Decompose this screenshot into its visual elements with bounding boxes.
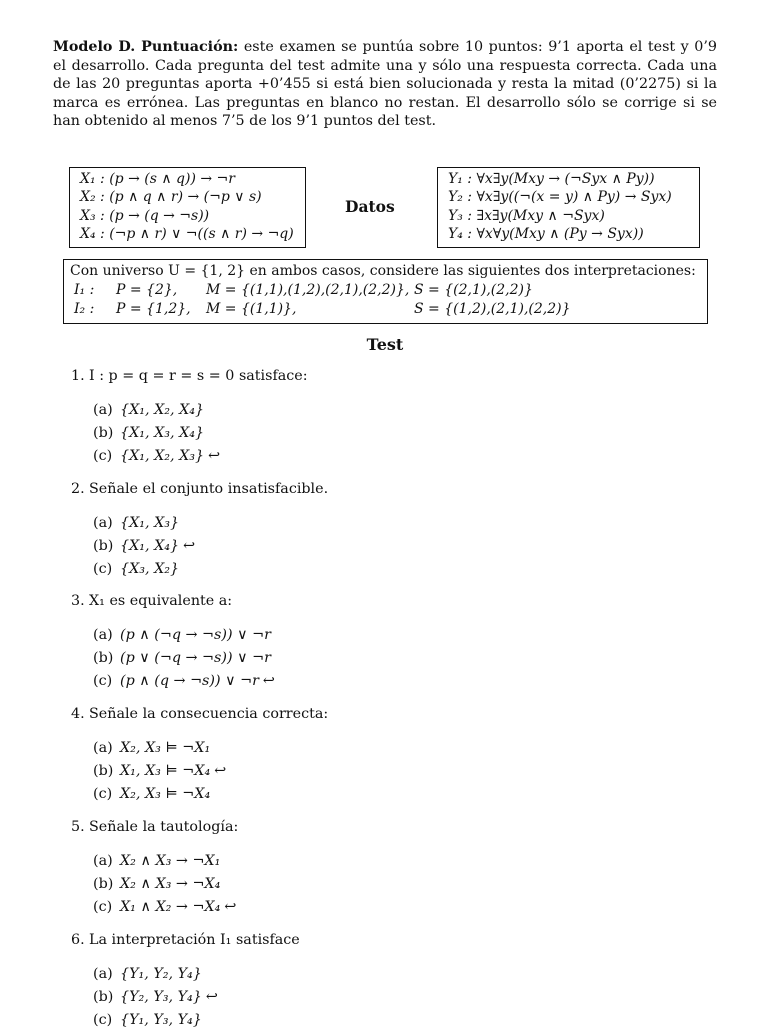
question-stem [71,931,300,949]
question-number: 1. [71,368,85,384]
option-letter: (a) [93,966,113,982]
question-3 [71,592,275,692]
formula-y1: Y₁ : ∀x∃y(Mxy → (¬Syx ∧ Py)) [448,171,655,187]
answer-options [93,737,328,805]
i1-p: P = {2}, [116,282,178,298]
question-stem [71,818,238,836]
answer-option[interactable] [93,445,308,468]
formula-y2: Y₂ : ∀x∃y((¬(x = y) ∧ Py) → Syx) [448,189,672,206]
question-number: 3. [71,593,85,609]
i1-name: I₁ : [74,282,95,298]
formula-y4: Y₄ : ∀x∀y(Mxy ∧ (Py → Syx)) [448,225,644,242]
option-letter: (c) [93,672,113,689]
option-text: {X₃, X₂} [120,560,180,577]
option-text: {X₁, X₃, X₄} [120,424,205,441]
formula-x4: X₄ : (¬p ∧ r) ∨ ¬((s ∧ r) → ¬q) [80,225,294,242]
answer-options [93,624,275,692]
question-1 [71,367,308,467]
answer-option[interactable] [93,535,328,558]
question-text: Señale el conjunto insatisfacible. [89,481,329,497]
question-2 [71,480,328,580]
option-letter: (b) [93,649,114,666]
option-letter: (a) [93,740,113,756]
option-letter: (b) [93,537,114,554]
i1-s: S = {(2,1),(2,2)} [414,282,533,298]
instructions-line-4: no restan. El desarrollo sólo se corrige si se han obtenido al menos 7’5 de los 9’1 puntos del test. [53,94,718,130]
option-letter: (b) [93,762,114,779]
question-stem [71,705,328,723]
datos-section [53,167,717,250]
question-number: 6. [71,932,85,948]
question-4 [71,705,328,805]
option-letter: (c) [93,785,113,802]
option-letter: (c) [93,447,113,464]
question-text: Señale la tautología: [89,819,239,835]
formula-x2: X₂ : (p ∧ q ∧ r) → (¬p ∨ s) [80,189,262,206]
question-text: I : p = q = r = s = 0 satisface: [89,368,308,384]
option-text: X₁ ∧ X₂ → ¬X₄ [120,898,221,915]
i2-p: P = {1,2}, [116,301,191,317]
interpretation-i1 [70,281,701,300]
propositional-formulas-box [69,167,306,248]
option-text: {X₁, X₃} [120,515,180,531]
answer-option[interactable] [93,760,328,783]
universe-header-text: Con universo U = {1, 2} en ambos casos, considere las siguientes dos interpretaciones: [70,263,696,279]
option-letter: (b) [93,988,114,1005]
answer-option[interactable] [93,1009,300,1031]
option-letter: (c) [93,560,113,577]
question-text: Señale la consecuencia correcta: [89,706,329,722]
correct-answer-mark-icon: ↩ [214,762,227,779]
option-text: {Y₁, Y₃, Y₄} [120,1011,202,1028]
option-text: X₂, X₃ ⊨ ¬X₁ [120,740,211,756]
correct-answer-mark-icon: ↩ [224,898,237,915]
i2-name: I₂ : [74,301,95,317]
option-letter: (c) [93,1011,113,1028]
question-text: La interpretación I₁ satisface [89,932,300,948]
answer-option[interactable] [93,783,328,806]
answer-option[interactable] [93,896,238,919]
option-letter: (b) [93,875,114,892]
option-text: X₂ ∧ X₃ → ¬X₄ [120,875,221,892]
option-text: {Y₂, Y₃, Y₄} [120,988,202,1005]
option-text: (p ∧ (¬q → ¬s)) ∨ ¬r [120,627,271,643]
correct-answer-mark-icon: ↩ [208,447,221,464]
answer-option[interactable] [93,963,300,986]
correct-answer-mark-icon: ↩ [205,988,218,1005]
correct-answer-mark-icon: ↩ [262,672,275,689]
question-text: X₁ es equivalente a: [89,593,233,609]
option-text: (p ∨ (¬q → ¬s)) ∨ ¬r [120,649,271,666]
option-text: (p ∧ (q → ¬s)) ∨ ¬r [120,672,259,689]
option-text: X₂, X₃ ⊨ ¬X₄ [120,785,211,802]
universe-header [70,262,701,281]
option-letter: (a) [93,515,113,531]
option-letter: (a) [93,402,113,418]
question-5 [71,818,238,918]
question-number: 5. [71,819,85,835]
option-text: X₁, X₃ ⊨ ¬X₄ [120,762,211,779]
question-number: 2. [71,481,85,497]
option-text: {X₁, X₄} [120,537,180,554]
answer-options [93,512,328,580]
question-6 [71,931,300,1031]
question-stem [71,592,275,610]
answer-option[interactable] [93,624,275,647]
formula-x1: X₁ : (p → (s ∧ q)) → ¬r [80,171,235,187]
answer-option[interactable] [93,399,308,422]
option-letter: (a) [93,627,113,643]
instructions-line-3: +0’455 si está bien solucionada y resta la mitad (0’2275) si la marca es errónea. Las preguntas en blanco [53,76,717,111]
formula-y3: Y₃ : ∃x∃y(Mxy ∧ ¬Syx) [448,207,605,224]
instructions-line-2: Cada pregunta del test admite una y sólo una respuesta correcta. Cada una de las 20 preguntas aporta [53,57,717,93]
correct-answer-mark-icon: ↩ [183,537,196,554]
question-stem [71,367,308,385]
answer-option[interactable] [93,512,328,535]
interpretations-box [63,259,708,324]
option-text: {Y₁, Y₂, Y₄} [120,966,202,982]
instructions-line-1: este examen se puntúa sobre 10 puntos: 9’1 aporta el test y 0’9 el desarrollo. [53,39,718,74]
model-label: Modelo D. Puntuación: [53,39,239,55]
option-text: {X₁, X₂, X₄} [120,402,205,418]
question-number: 4. [71,706,85,722]
datos-title: Datos [345,197,395,216]
question-stem [71,480,328,498]
option-text: {X₁, X₂, X₃} [120,447,205,464]
answer-options [93,963,300,1031]
answer-options [93,850,238,918]
formula-x3: X₃ : (p → (q → ¬s)) [80,207,210,224]
answer-option[interactable] [93,986,300,1009]
answer-option[interactable] [93,850,238,873]
exam-page [53,38,718,1028]
i2-s: S = {(1,2),(2,1),(2,2)} [414,301,571,317]
answer-options [93,399,308,467]
option-letter: (b) [93,424,114,441]
answer-option[interactable] [93,873,238,896]
answer-option[interactable] [93,422,308,445]
option-letter: (c) [93,898,113,915]
answer-option[interactable] [93,670,275,693]
i1-m: M = {(1,1),(1,2),(2,1),(2,2)}, [206,282,410,298]
option-text: X₂ ∧ X₃ → ¬X₁ [120,853,221,869]
scoring-instructions [53,38,717,131]
answer-option[interactable] [93,737,328,760]
test-title: Test [366,335,404,354]
i2-m: M = {(1,1)}, [206,301,297,317]
answer-option[interactable] [93,558,328,581]
interpretation-i2 [70,300,701,319]
option-letter: (a) [93,853,113,869]
answer-option[interactable] [93,647,275,670]
first-order-formulas-box [437,167,700,248]
